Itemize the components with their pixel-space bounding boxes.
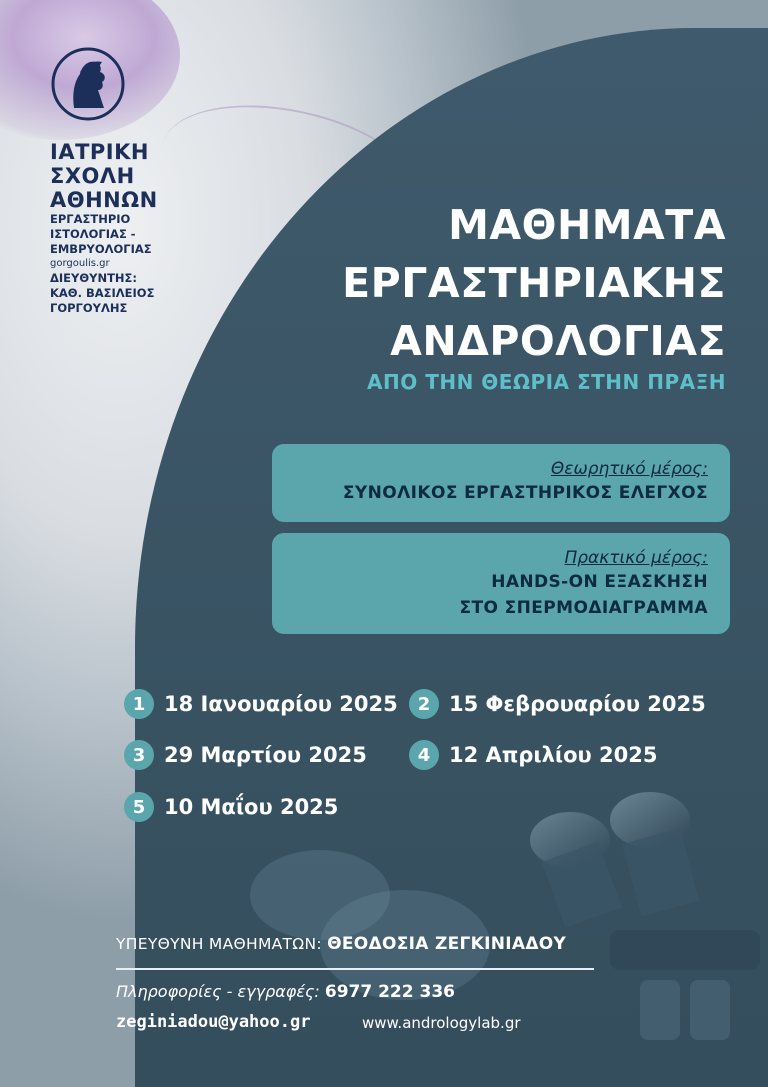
lab-line: ΙΣΤΟΛΟΓΙΑΣ - bbox=[50, 227, 136, 241]
divider bbox=[116, 968, 594, 970]
practice-box bbox=[272, 533, 730, 634]
practice-label: Πρακτικό μέρος: bbox=[564, 548, 708, 568]
info-line bbox=[116, 982, 455, 1002]
date-text: 18 Ιανουαρίου 2025 bbox=[164, 692, 398, 716]
date-item bbox=[124, 689, 398, 719]
theory-label: Θεωρητικό μέρος: bbox=[550, 459, 708, 479]
date-number-badge: 2 bbox=[409, 689, 439, 719]
lab-line: ΕΡΓΑΣΤΗΡΙΟ bbox=[50, 212, 131, 226]
title-line: ΑΝΔΡΟΛΟΓΙΑΣ bbox=[390, 317, 726, 365]
main-title bbox=[342, 196, 726, 370]
school-block bbox=[50, 140, 158, 316]
responsible-name: ΘΕΟΔΟΣΙΑ ΖΕΓΚΙΝΙΑΔΟΥ bbox=[327, 934, 567, 954]
date-text: 29 Μαρτίου 2025 bbox=[164, 743, 367, 767]
date-item bbox=[409, 740, 657, 770]
phone-number: 6977 222 336 bbox=[324, 982, 455, 1002]
date-number-badge: 4 bbox=[409, 740, 439, 770]
athena-head-icon bbox=[50, 46, 126, 122]
lab-website: gorgoulis.gr bbox=[50, 258, 110, 269]
director-line: ΚΑΘ. ΒΑΣΙΛΕΙΟΣ bbox=[50, 286, 155, 300]
title-line: ΜΑΘΗΜΑΤΑ bbox=[448, 201, 726, 249]
date-text: 15 Φεβρουαρίου 2025 bbox=[449, 692, 706, 716]
theory-text: ΣΥΝΟΛΙΚΟΣ ΕΡΓΑΣΤΗΡΙΚΟΣ ΕΛΕΓΧΟΣ bbox=[342, 483, 708, 503]
info-label: Πληροφορίες - εγγραφές: bbox=[116, 982, 320, 1001]
director-line: ΓΟΡΓΟΥΛΗΣ bbox=[50, 301, 128, 315]
school-line: ΑΘΗΝΩΝ bbox=[50, 188, 158, 212]
date-number-badge: 3 bbox=[124, 740, 154, 770]
date-item bbox=[124, 792, 338, 822]
school-line: ΣΧΟΛΗ bbox=[50, 164, 135, 188]
practice-text: HANDS-ON ΕΞΑΣΚΗΣΗ bbox=[491, 572, 708, 592]
subtitle: ΑΠΟ ΤΗΝ ΘΕΩΡΙΑ ΣΤΗΝ ΠΡΑΞΗ bbox=[367, 370, 726, 394]
director-line: ΔΙΕΥΘΥΝΤΗΣ: bbox=[50, 271, 138, 285]
responsible-label: ΥΠΕΥΘΥΝΗ ΜΑΘΗΜΑΤΩΝ: bbox=[116, 935, 322, 953]
date-number-badge: 1 bbox=[124, 689, 154, 719]
date-number-badge: 5 bbox=[124, 792, 154, 822]
email-link[interactable]: zeginiadou@yahoo.gr bbox=[116, 1012, 311, 1032]
date-item bbox=[409, 689, 706, 719]
lab-line: ΕΜΒΡΥΟΛΟΓΙΑΣ bbox=[50, 242, 152, 256]
website-link[interactable]: www.andrologylab.gr bbox=[362, 1014, 521, 1032]
title-line: ΕΡΓΑΣΤΗΡΙΑΚΗΣ bbox=[342, 259, 726, 307]
responsible-line bbox=[116, 934, 566, 954]
date-text: 12 Απριλίου 2025 bbox=[449, 743, 658, 767]
theory-box bbox=[272, 444, 730, 522]
date-item bbox=[124, 740, 367, 770]
date-text: 10 Μαΐου 2025 bbox=[164, 795, 339, 819]
practice-text: ΣΤΟ ΣΠΕΡΜΟΔΙΑΓΡΑΜΜΑ bbox=[459, 598, 708, 618]
school-line: ΙΑΤΡΙΚΗ bbox=[50, 140, 149, 164]
